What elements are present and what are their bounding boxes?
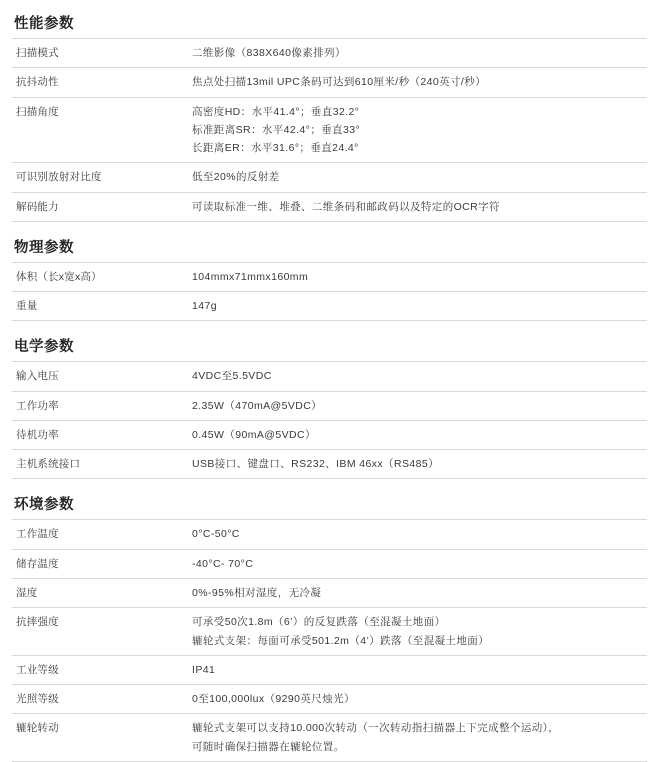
value-line: 低至20%的反射差 <box>192 171 280 184</box>
row-label: 工作功率 <box>16 399 59 412</box>
row-value <box>188 450 647 479</box>
table-row <box>12 578 647 607</box>
spec-table <box>12 38 647 222</box>
row-value <box>188 714 647 762</box>
value-line: 0.45W（90mA@5VDC） <box>192 428 316 441</box>
section-title: 物理参数 <box>14 239 74 256</box>
row-label: 抗摔强度 <box>16 616 59 629</box>
value-line: 0%-95%相对湿度，无冷凝 <box>192 586 322 599</box>
row-value <box>188 391 647 420</box>
row-value <box>188 262 647 291</box>
row-label: 可识别放射对比度 <box>16 171 102 184</box>
table-row <box>12 685 647 714</box>
row-label: 待机功率 <box>16 428 59 441</box>
row-value <box>188 578 647 607</box>
value-line: USB接口、键盘口、RS232、IBM 46xx（RS485） <box>192 458 439 471</box>
table-row <box>12 292 647 321</box>
table-row <box>12 714 647 762</box>
value-line: 可随时确保扫描器在辘轮位置。 <box>192 740 345 753</box>
value-line: 标准距离SR：水平42.4°；垂直33° <box>192 123 361 136</box>
section-title: 环境参数 <box>14 497 74 514</box>
section-title: 电学参数 <box>14 339 74 356</box>
table-row <box>12 520 647 549</box>
value-line: 高密度HD：水平41.4°；垂直32.2° <box>192 105 360 118</box>
spec-table <box>12 262 647 322</box>
row-label: 储存温度 <box>16 557 59 570</box>
row-value <box>188 655 647 684</box>
value-line: 辘轮式支架：每面可承受501.2m（4’）跌落（至混凝土地面） <box>192 634 490 647</box>
row-label: 抗抖动性 <box>16 76 59 89</box>
row-value <box>188 520 647 549</box>
spec-table <box>12 361 647 479</box>
table-row <box>12 549 647 578</box>
row-value <box>188 192 647 221</box>
row-label: 湿度 <box>16 586 38 599</box>
value-line: 2.35W（470mA@5VDC） <box>192 399 323 412</box>
value-line: 二维影像（838X640像素排列） <box>192 47 346 59</box>
spec-section-electrical <box>12 331 647 479</box>
section-title: 性能参数 <box>14 16 74 32</box>
value-line: 104mmx71mmx160mm <box>192 270 309 283</box>
value-line: 4VDC至5.5VDC <box>192 370 272 383</box>
table-row <box>12 655 647 684</box>
row-value <box>188 685 647 714</box>
row-label: 主机系统接口 <box>16 458 81 471</box>
table-row <box>12 391 647 420</box>
row-value <box>188 68 647 97</box>
table-row <box>12 192 647 221</box>
table-row <box>12 450 647 479</box>
row-label: 重量 <box>16 300 38 313</box>
row-label: 工作温度 <box>16 528 59 541</box>
row-value <box>188 420 647 449</box>
row-value <box>188 608 647 656</box>
row-value <box>188 97 647 163</box>
value-line: 可读取标准一维、堆叠、二维条码和邮政码以及特定的OCR字符 <box>192 200 500 213</box>
spec-section-physical <box>12 232 647 322</box>
table-row <box>12 420 647 449</box>
value-line: -40°C- 70°C <box>192 557 254 570</box>
row-value <box>188 39 647 68</box>
row-label: 体积（长x宽x高） <box>16 270 102 283</box>
row-value <box>188 292 647 321</box>
value-line: 可承受50次1.8m（6’）的反复跌落（至混凝土地面） <box>192 616 446 629</box>
row-label: 解码能力 <box>16 200 59 213</box>
value-line: 焦点处扫描13mil UPC条码可达到610厘米/秒（240英寸/秒） <box>192 76 487 89</box>
row-label: 扫描角度 <box>16 105 59 118</box>
row-label: 输入电压 <box>16 370 59 383</box>
value-line: IP41 <box>192 663 216 676</box>
value-line: 0至100,000lux（9290英尺烛光） <box>192 693 355 706</box>
row-label: 光照等级 <box>16 693 59 706</box>
spec-table <box>12 519 647 761</box>
spec-section-performance <box>12 8 647 222</box>
value-line: 0°C-50°C <box>192 528 240 541</box>
row-value <box>188 163 647 192</box>
spec-section-environment <box>12 489 647 761</box>
row-label: 扫描模式 <box>16 47 59 59</box>
table-row <box>12 163 647 192</box>
row-label: 工业等级 <box>16 663 59 676</box>
table-row <box>12 68 647 97</box>
table-row <box>12 39 647 68</box>
table-row <box>12 262 647 291</box>
row-label: 辘轮转动 <box>16 722 59 735</box>
table-row <box>12 362 647 391</box>
row-value <box>188 362 647 391</box>
table-row <box>12 97 647 163</box>
row-value <box>188 549 647 578</box>
value-line: 长距离ER：水平31.6°；垂直24.4° <box>192 142 359 155</box>
table-row <box>12 608 647 656</box>
value-line: 147g <box>192 300 217 313</box>
value-line: 辘轮式支架可以支持10.000次转动（一次转动指扫描器上下完成整个运动）， <box>192 722 560 735</box>
